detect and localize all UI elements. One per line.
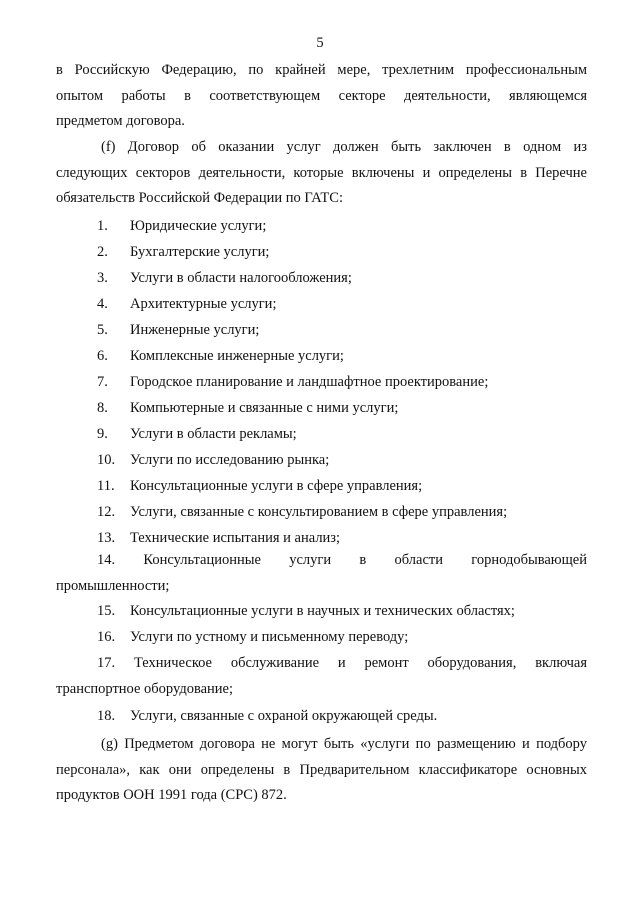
text-line: 17. Техническое обслуживание и ремонт оборудования, включая xyxy=(97,655,587,671)
list-item xyxy=(97,473,587,499)
item-text: Инженерные услуги; xyxy=(130,322,260,338)
list-item-18 xyxy=(97,703,587,729)
list-item xyxy=(97,343,587,369)
item-number: 1. xyxy=(97,218,108,234)
item-number: 5. xyxy=(97,322,108,338)
list-item-17 xyxy=(56,651,587,702)
text-line: обязательств Российской Федерации по ГАТС: xyxy=(56,190,343,206)
list-item xyxy=(97,265,587,291)
item-number: 9. xyxy=(97,426,108,442)
item-number: 8. xyxy=(97,400,108,416)
list-item xyxy=(97,239,587,265)
sector-list xyxy=(97,213,587,551)
text-line: (g) Предметом договора не могут быть «услуги по размещению и подбору xyxy=(101,736,587,752)
list-item xyxy=(97,395,587,421)
item-text: Архитектурные услуги; xyxy=(130,296,277,312)
list-item xyxy=(97,447,587,473)
text-line: 14. Консультационные услуги в области горнодобывающей xyxy=(97,552,587,568)
list-item xyxy=(97,213,587,239)
text-line: продуктов ООН 1991 года (CPC) 872. xyxy=(56,787,287,803)
item-number: 6. xyxy=(97,348,108,364)
list-item xyxy=(97,369,587,395)
text-line: промышленности; xyxy=(56,577,170,594)
text-line: (f) Договор об оказании услуг должен быть заключен в одном из xyxy=(101,139,587,155)
text-line: предметом договора. xyxy=(56,113,185,129)
paragraph-f xyxy=(56,135,587,212)
item-text: Услуги, связанные с охраной окружающей среды. xyxy=(130,708,438,724)
item-number: 15. xyxy=(97,603,116,619)
item-text: Услуги по исследованию рынка; xyxy=(130,452,330,468)
item-text: Услуги, связанные с консультированием в сфере управления; xyxy=(130,504,508,520)
list-item xyxy=(97,499,587,525)
item-text: Услуги в области налогообложения; xyxy=(130,270,352,286)
item-text: Услуги в области рекламы; xyxy=(130,426,297,442)
page-number: 5 xyxy=(316,35,324,51)
sector-list-continued xyxy=(97,598,587,650)
list-item xyxy=(97,291,587,317)
list-item xyxy=(97,624,587,650)
item-text: Бухгалтерские услуги; xyxy=(130,244,270,260)
item-text: Юридические услуги; xyxy=(130,218,267,234)
list-item xyxy=(97,317,587,343)
item-text: Компьютерные и связанные с ними услуги; xyxy=(130,400,399,416)
item-number: 11. xyxy=(97,478,115,494)
list-item-14 xyxy=(56,548,587,599)
text-line: следующих секторов деятельности, которые включены и определены в Перечне xyxy=(56,164,587,181)
text-line: персонала», как они определены в Предварительном классификаторе основных xyxy=(56,761,587,778)
list-item xyxy=(97,703,587,729)
item-number: 13. xyxy=(97,530,116,546)
text-line: в Российскую Федерацию, по крайней мере, трехлетним профессиональным xyxy=(56,62,587,78)
item-number: 18. xyxy=(97,708,116,724)
item-number: 12. xyxy=(97,504,116,520)
item-text: Консультационные услуги в научных и технических областях; xyxy=(130,603,515,619)
item-number: 4. xyxy=(97,296,108,312)
list-item xyxy=(97,421,587,447)
item-text: Услуги по устному и письменному переводу; xyxy=(130,629,409,645)
item-number: 3. xyxy=(97,270,108,286)
list-item xyxy=(97,598,587,624)
item-text: Комплексные инженерные услуги; xyxy=(130,348,344,364)
item-number: 2. xyxy=(97,244,108,260)
paragraph-g xyxy=(56,732,587,809)
item-number: 7. xyxy=(97,374,108,390)
text-line: транспортное оборудование; xyxy=(56,680,234,697)
item-text: Технические испытания и анализ; xyxy=(130,530,341,546)
item-text: Консультационные услуги в сфере управления; xyxy=(130,478,423,494)
text-line: опытом работы в соответствующем секторе деятельности, являющемся xyxy=(56,87,587,104)
item-text: Городское планирование и ландшафтное проектирование; xyxy=(130,374,489,390)
item-number: 10. xyxy=(97,452,116,468)
item-number: 16. xyxy=(97,629,116,645)
paragraph-intro xyxy=(56,58,587,135)
